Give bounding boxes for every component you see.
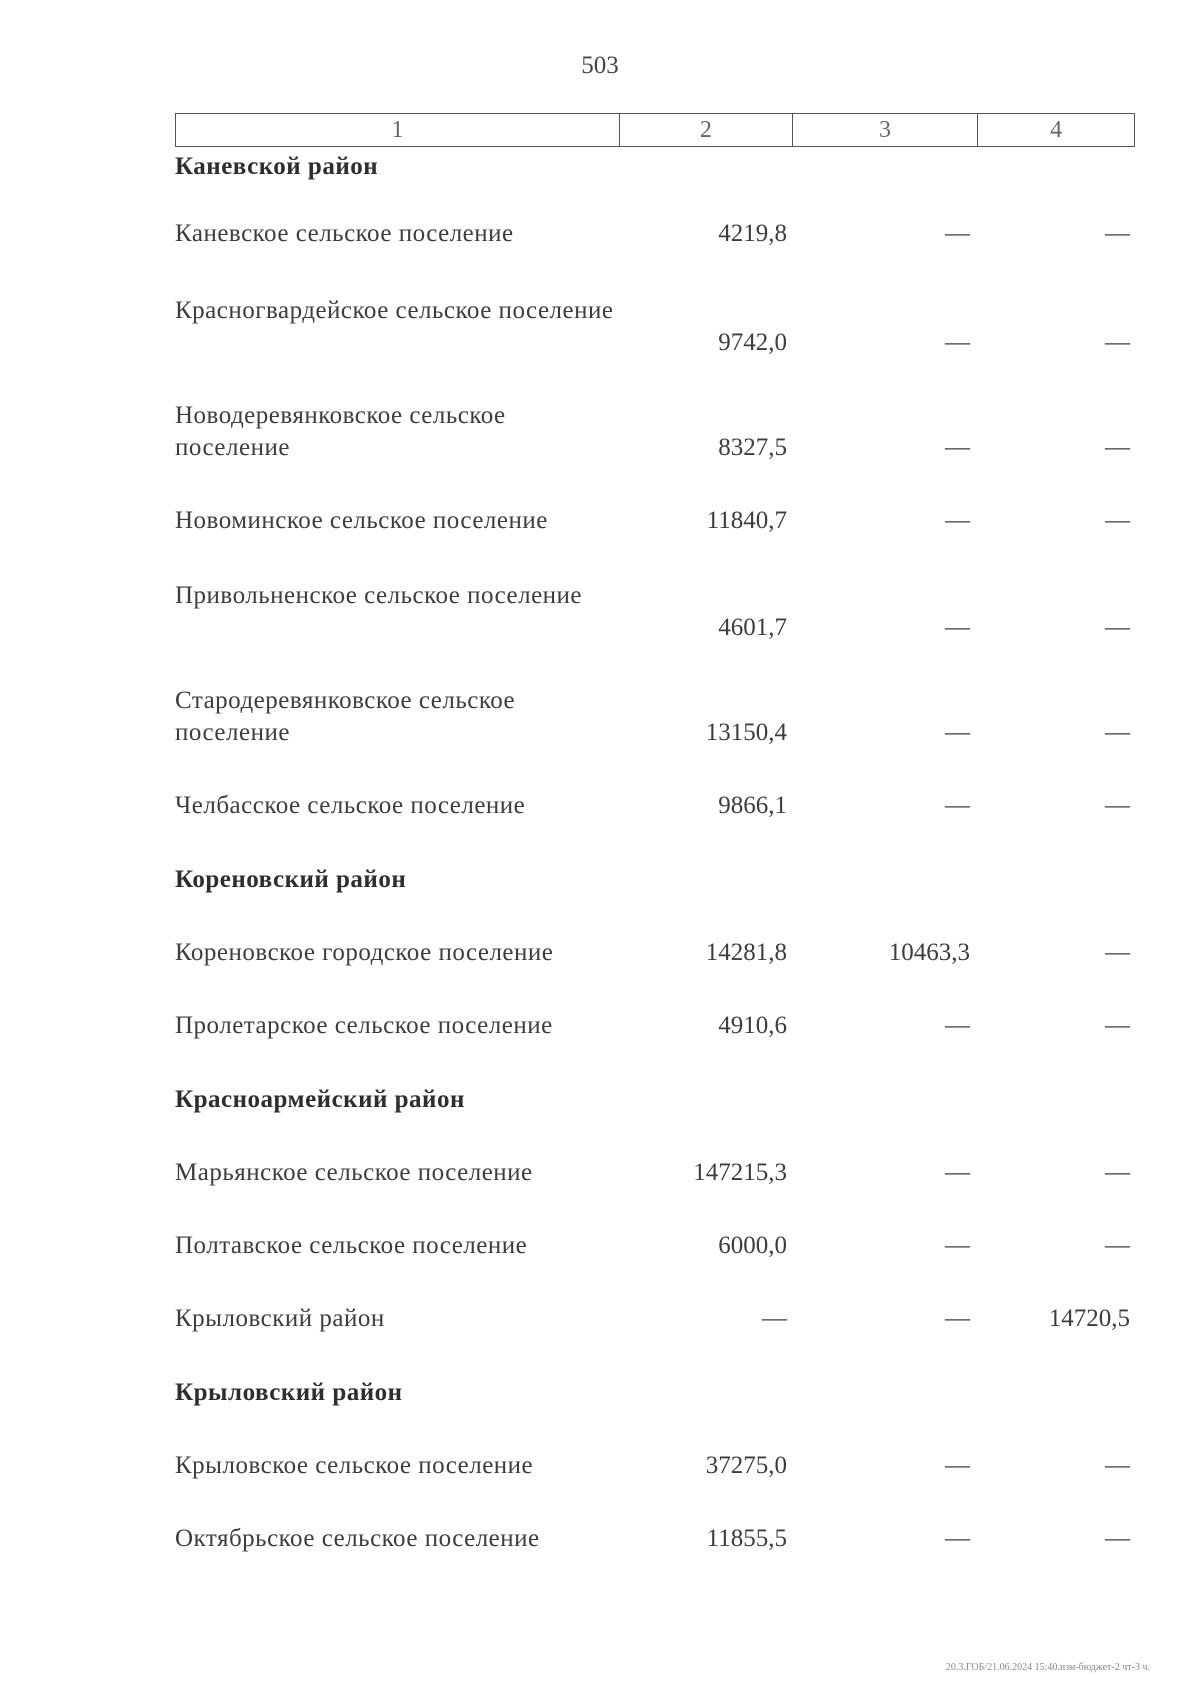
value-col-4: — — [1105, 1452, 1130, 1479]
value-col-2: 14281,8 — [705, 939, 787, 966]
value-col-4: — — [1105, 792, 1130, 819]
district-title: Кореновский район — [175, 866, 407, 893]
value-col-2: 11840,7 — [706, 507, 787, 534]
table-header — [175, 113, 1135, 147]
header-col-1: 1 — [176, 114, 620, 146]
header-col-2: 2 — [620, 114, 793, 146]
value-col-2: 9742,0 — [718, 329, 787, 356]
header-col-4: 4 — [1050, 116, 1063, 143]
value-col-4: — — [1105, 1012, 1130, 1039]
settlement-name: Пролетарское сельское поселение — [175, 1012, 553, 1039]
document-footer: 20.3.ГОБ/21.06.2024 15:40.изм-бюджет-2 чт-3 ч. — [945, 1662, 1150, 1673]
header-col-3: 3 — [793, 114, 979, 146]
value-col-4: — — [1105, 434, 1130, 461]
value-col-3: — — [945, 1525, 970, 1552]
value-col-4: — — [1105, 329, 1130, 356]
value-col-4: — — [1105, 719, 1130, 746]
settlement-name: Полтавское сельское поселение — [175, 1232, 528, 1259]
value-col-2: 147215,3 — [693, 1159, 787, 1186]
settlement-name: Марьянское сельское поселение — [175, 1159, 533, 1186]
value-col-4: 14720,5 — [1048, 1305, 1130, 1332]
value-col-4: — — [1105, 614, 1130, 641]
value-col-2: 8327,5 — [718, 434, 787, 461]
value-col-2: 9866,1 — [718, 792, 787, 819]
page-number: 503 — [581, 52, 619, 79]
settlement-name: Крыловский район — [175, 1305, 385, 1332]
value-col-3: — — [945, 1452, 970, 1479]
settlement-name: Красногвардейское сельское поселение — [175, 297, 614, 324]
value-col-4: — — [1105, 1232, 1130, 1259]
value-col-3: — — [945, 1159, 970, 1186]
value-col-3: — — [945, 719, 970, 746]
value-col-2: 4219,8 — [718, 220, 787, 247]
settlement-name: Стародеревянковское сельское поселение — [175, 687, 516, 746]
value-col-3: 10463,3 — [888, 939, 970, 966]
value-col-3: — — [945, 507, 970, 534]
settlement-name: Каневское сельское поселение — [175, 220, 514, 247]
settlement-name: Крыловское сельское поселение — [175, 1452, 534, 1479]
value-col-2: 4910,6 — [718, 1012, 787, 1039]
value-col-2: 6000,0 — [718, 1232, 787, 1259]
value-col-3: — — [945, 614, 970, 641]
value-col-2: 13150,4 — [705, 719, 787, 746]
value-col-4: — — [1105, 1525, 1130, 1552]
value-col-2: 4601,7 — [718, 614, 787, 641]
district-title: Красноармейский район — [175, 1086, 465, 1113]
settlement-name: Привольненское сельское поселение — [175, 582, 583, 609]
value-col-3: — — [945, 434, 970, 461]
value-col-4: — — [1105, 220, 1130, 247]
value-col-3: — — [945, 329, 970, 356]
value-col-3: — — [945, 1232, 970, 1259]
value-col-3: — — [945, 792, 970, 819]
settlement-name: Новоминское сельское поселение — [175, 507, 548, 534]
value-col-2: — — [762, 1305, 787, 1332]
value-col-3: — — [945, 220, 970, 247]
settlement-name: Новодеревянковское сельское поселение — [175, 402, 506, 461]
value-col-3: — — [945, 1012, 970, 1039]
value-col-3: — — [945, 1305, 970, 1332]
settlement-name: Кореновское городское поселение — [175, 939, 554, 966]
value-col-4: — — [1105, 939, 1130, 966]
district-title: Каневской район — [175, 153, 379, 180]
settlement-name: Октябрьское сельское поселение — [175, 1525, 540, 1552]
settlement-name: Челбасское сельское поселение — [175, 792, 526, 819]
value-col-4: — — [1105, 1159, 1130, 1186]
district-title: Крыловский район — [175, 1379, 403, 1406]
value-col-4: — — [1105, 507, 1130, 534]
value-col-2: 11855,5 — [706, 1525, 787, 1552]
value-col-2: 37275,0 — [705, 1452, 787, 1479]
